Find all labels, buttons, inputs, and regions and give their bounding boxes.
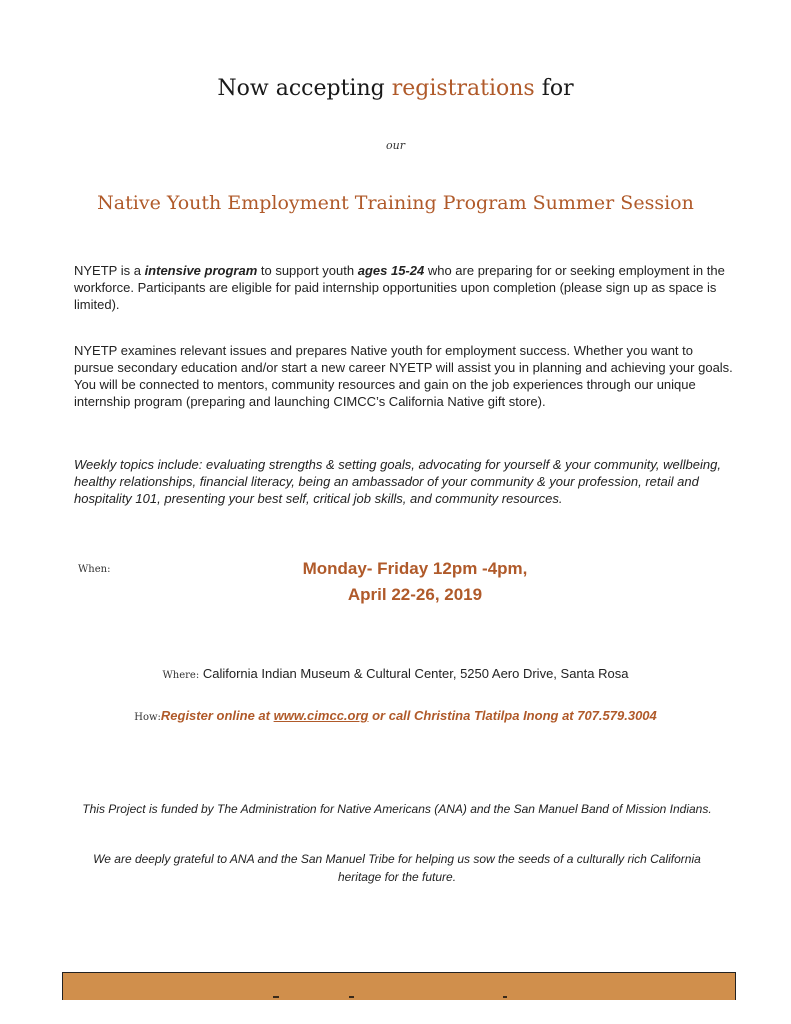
headline-suffix: for xyxy=(534,76,574,101)
where-value: California Indian Museum & Cultural Center, 5250 Aero Drive, Santa Rosa xyxy=(199,666,629,681)
topics-paragraph: Weekly topics include: evaluating strengths & setting goals, advocating for yourself & your community, wellbeing, healthy relationships, financial literacy, being an ambassador of your community & your profession, retail and hospitality 101, presenting your best self, critical job skills, and community resources. xyxy=(74,457,721,506)
intro-text-3: who are preparing for or seeking employment in the workforce. Participants are eligible for paid internship opportunities upon completion (please sign up as space is limited). xyxy=(74,263,725,312)
examines-paragraph: NYETP examines relevant issues and prepares Native youth for employment success. Whether you want to pursue secondary education and/or start a new career NYETP will assist you in planning and achieving your goals. You will be connected to mentors, community resources and gain on the job experiences through our unique internship program (preparing and launching CIMCC’s California Native gift store). xyxy=(74,343,733,409)
when-days-time: Monday- Friday 12pm -4pm, xyxy=(302,559,528,578)
program-title: Native Youth Employment Training Program Summer Session xyxy=(97,192,694,214)
our-label: our xyxy=(386,139,405,152)
footer-bar xyxy=(62,972,736,1000)
intro-paragraph xyxy=(74,262,734,313)
headline-accent: registrations xyxy=(391,76,535,101)
when-dates: April 22-26, 2019 xyxy=(347,585,483,604)
when-label: When: xyxy=(78,564,111,575)
footer-bar-cut-text xyxy=(63,996,735,999)
how-post: or call Christina Tlatilpa Inong at 707.579.3004 xyxy=(368,708,657,723)
intro-text-2: to support youth xyxy=(257,263,358,278)
how-label: How: xyxy=(134,712,161,723)
headline xyxy=(0,74,791,104)
where-label: Where: xyxy=(162,670,200,681)
funding-statement: This Project is funded by The Administration for Native Americans (ANA) and the San Manuel Band of Mission Indians. xyxy=(82,802,712,816)
intro-emphasis-2: ages 15-24 xyxy=(357,263,425,278)
how-line xyxy=(0,708,791,723)
how-pre: Register online at xyxy=(160,708,274,723)
intro-emphasis-1: intensive program xyxy=(144,263,258,278)
gratitude-statement: We are deeply grateful to ANA and the San Manuel Tribe for helping us sow the seeds of a culturally rich California heritage for the future. xyxy=(93,852,701,884)
intro-text-1: NYETP is a xyxy=(74,263,145,278)
website-link[interactable]: www.cimcc.org xyxy=(273,708,369,723)
where-line xyxy=(0,666,791,681)
headline-prefix: Now accepting xyxy=(217,76,392,101)
